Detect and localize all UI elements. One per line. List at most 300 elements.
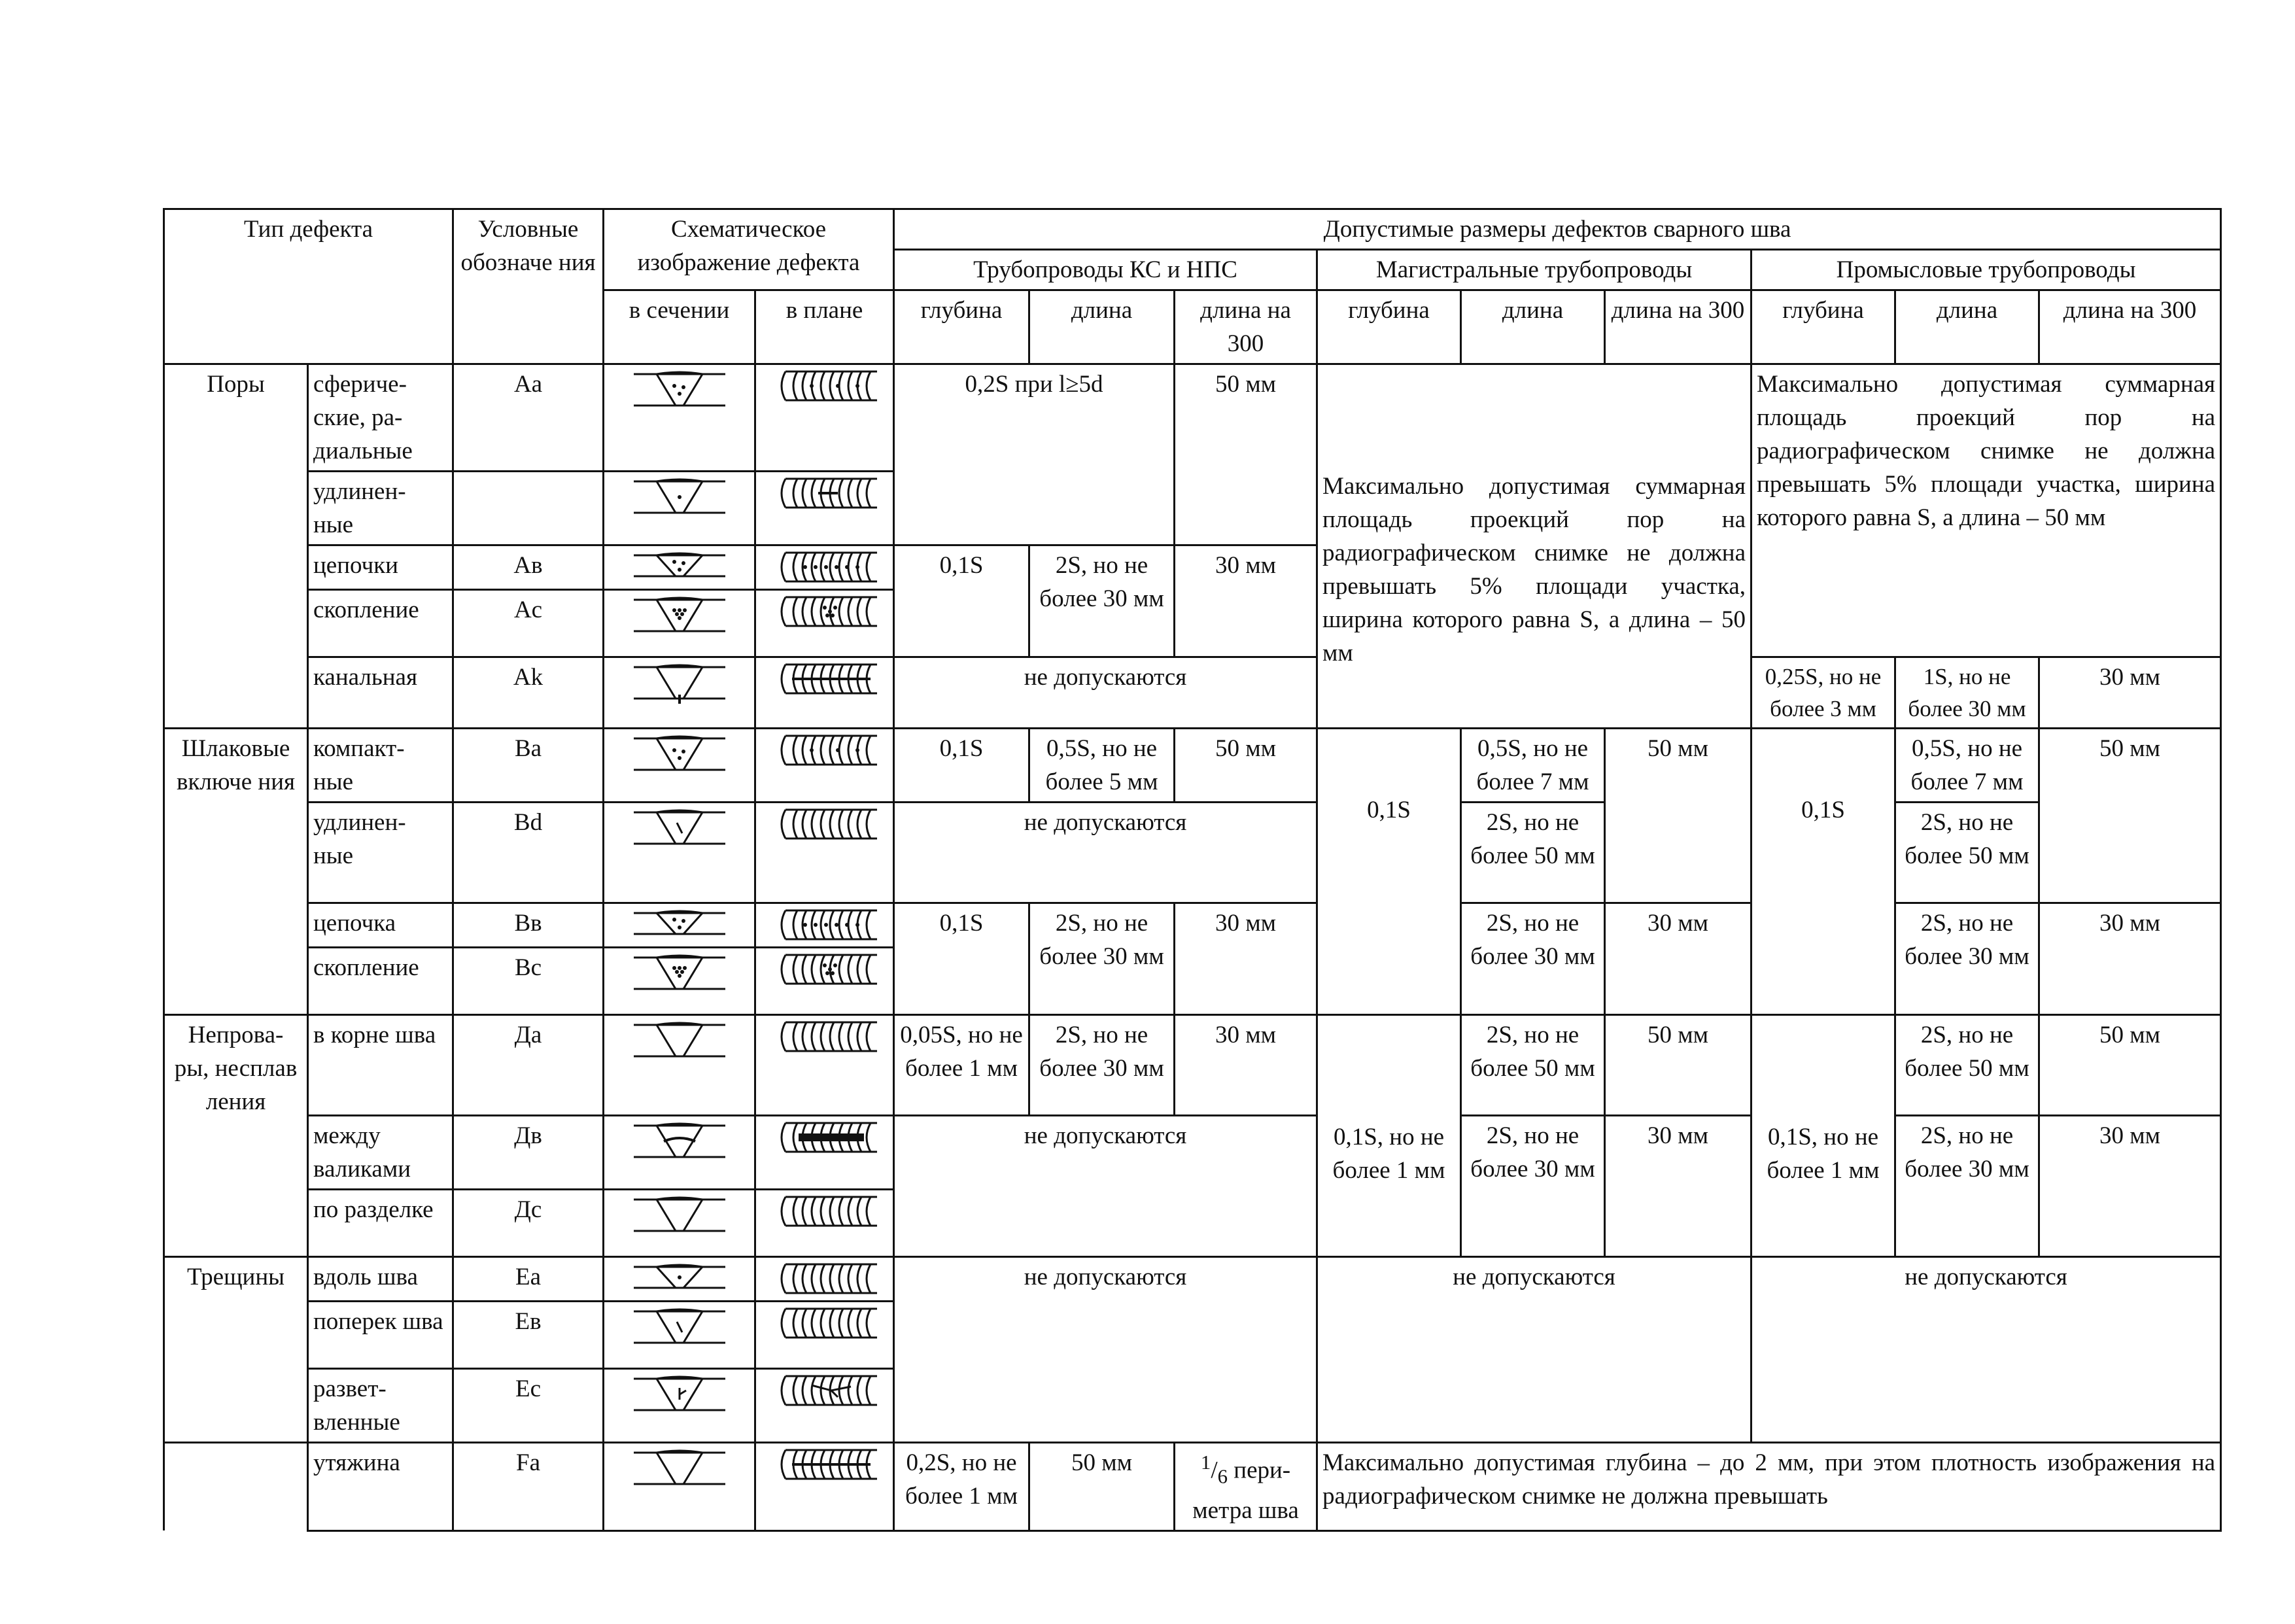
sketch-stroke [857,597,861,626]
sketch-stroke [839,479,843,508]
sketch-stroke [657,1198,702,1231]
sketch-stroke [821,810,825,838]
header-field-length: длина [1895,290,2039,364]
sketch-stroke [812,597,816,626]
sketch-stroke [828,967,832,971]
sketch-stroke [848,1022,852,1051]
defect-name: по разделке [308,1190,453,1257]
main-root-length: 2S, но не более 50 мм [1461,1015,1605,1116]
defect-name: канальная [308,657,453,729]
sketch-stroke [848,597,852,626]
sketch-stroke [677,1322,682,1332]
sketch-stroke [682,561,685,565]
sketch-stroke [824,565,828,569]
sketch-stroke [782,955,785,984]
sketch-stroke [839,910,843,939]
header-main-depth: глубина [1317,290,1461,364]
defect-name: цепочки [308,545,453,590]
section-sketch-slag-chain [604,903,755,948]
sketch-stroke [867,1376,871,1405]
sketch-stroke [678,974,682,978]
field-between-length: 2S, но не более 30 мм [1895,1116,2039,1257]
defect-code: Дc [453,1190,604,1257]
fraction-denominator: 6 [1217,1465,1228,1488]
sketch-stroke [857,955,861,984]
sketch-stroke [845,923,849,927]
ks-slag-length: 0,5S, но не более 5 мм [1029,729,1175,803]
sketch-stroke [839,553,843,581]
sketch-stroke [823,963,827,967]
sketch-stroke [857,810,861,838]
ks-slag-chain-length: 2S, но не более 30 мм [1029,903,1175,1015]
header-scheme: Схематическое изображение дефекта [604,209,894,290]
main-slag-depth: 0,1S [1317,729,1461,1015]
sketch-stroke [678,966,682,970]
sketch-stroke [835,923,838,927]
header-ks-depth: глубина [894,290,1029,364]
sketch-stroke [848,736,852,765]
defects-table [163,208,2222,1532]
ks-slag-chain-depth: 0,1S [894,903,1029,1015]
sketch-stroke [782,1264,785,1293]
sketch-stroke [830,1309,834,1338]
sketch-stroke [867,1197,871,1226]
sketch-stroke [802,479,806,508]
sketch-stroke [657,956,702,989]
main-between-length300: 30 мм [1605,1116,1751,1257]
ks-pores-depth: 0,2S при l≥5d [894,364,1175,545]
sketch-stroke [803,923,807,927]
sketch-stroke [802,1376,806,1405]
main-slag-length-compact: 0,5S, но не более 7 мм [1461,729,1605,803]
field-slag-depth: 0,1S [1751,729,1895,1015]
sketch-stroke [782,371,785,400]
sketch-stroke [657,553,702,576]
sketch-stroke [867,597,871,626]
defect-code: Fa [453,1443,604,1531]
field-between-length300: 30 мм [2039,1116,2221,1257]
plan-sketch-groove [755,1190,894,1257]
ks-undercut-depth: 0,2S, но не более 1 мм [894,1443,1029,1531]
sketch-stroke [812,1264,816,1293]
sketch-stroke [793,371,797,400]
ks-chain-length300: 30 мм [1175,545,1317,657]
sketch-stroke [839,1376,843,1405]
sketch-stroke [664,1138,695,1141]
header-group-field: Промысловые трубопроводы [1751,250,2221,290]
sketch-stroke [793,955,797,984]
ks-cracks-not-allowed: не допускаются [894,1257,1317,1443]
sketch-stroke [793,553,797,581]
sketch-stroke [848,1309,852,1338]
sketch-stroke [678,925,682,929]
sketch-stroke [782,1123,785,1152]
section-sketch-pores-cluster [604,590,755,657]
plan-sketch-pores-cluster [755,590,894,657]
header-main-length300: длина на 300 [1605,290,1751,364]
section-sketch-crack-branched [604,1369,755,1443]
sketch-stroke [848,1376,852,1405]
header-main-length: длина [1461,290,1605,364]
defect-name: вдоль шва [308,1257,453,1302]
defect-code [453,472,604,545]
sketch-stroke [782,736,785,765]
defect-name: развет- вленные [308,1369,453,1443]
defect-name: удлинен- ные [308,472,453,545]
defect-name: поперек шва [308,1302,453,1369]
sketch-stroke [830,910,834,939]
field-slag-chain-length: 2S, но не более 30 мм [1895,903,2039,1015]
sketch-stroke [867,910,871,939]
sketch-stroke [830,1197,834,1226]
sketch-stroke [839,1022,843,1051]
sketch-stroke [678,608,682,612]
sketch-stroke [683,608,687,612]
sketch-stroke [812,1376,816,1405]
sketch-stroke [657,665,702,699]
ks-undercut-length300: $^1/_6$ пери- метра шва [1175,1443,1317,1531]
defect-code: Aв [453,545,604,590]
plan-sketch-pores-elongated [755,472,894,545]
sketch-stroke [821,1022,825,1051]
ks-slag-elongated-not-allowed: не допускаются [894,803,1317,903]
sketch-stroke [855,384,859,388]
field-slag-length300: 50 мм [2039,729,2221,903]
sketch-stroke [782,665,785,693]
sketch-stroke [810,748,814,752]
sketch-stroke [672,608,676,612]
sketch-stroke [793,597,797,626]
field-root-length: 2S, но не более 50 мм [1895,1015,2039,1116]
ks-root-depth: 0,05S, но не более 1 мм [894,1015,1029,1116]
sketch-stroke [836,384,840,388]
sketch-stroke [782,1450,785,1479]
sketch-stroke [867,955,871,984]
defect-name: утяжина [308,1443,453,1531]
sketch-stroke [848,810,852,838]
sketch-stroke [821,736,825,765]
defect-code: Bc [453,948,604,1015]
plan-sketch-pores-channel [755,657,894,729]
sketch-stroke [839,597,843,626]
header-designation: Условные обозначе ния [453,209,604,364]
sketch-stroke [672,384,676,388]
sketch-stroke [793,1022,797,1051]
sketch-stroke [848,955,852,984]
sketch-stroke [836,748,840,752]
main-slag-length-elongated: 2S, но не более 50 мм [1461,803,1605,903]
sketch-stroke [803,565,807,569]
sketch-stroke [657,372,702,406]
defect-name: между валиками [308,1116,453,1190]
sketch-stroke [678,568,682,572]
field-slag-chain-length300: 30 мм [2039,903,2221,1015]
section-sketch-slag-compact [604,729,755,803]
main-slag-chain-length: 2S, но не более 30 мм [1461,903,1605,1015]
defect-code: Ea [453,1257,604,1302]
section-sketch-groove [604,1190,755,1257]
field-channel-depth: 0,25S, но не более 3 мм [1751,657,1895,729]
sketch-stroke [672,560,676,564]
sketch-stroke [821,955,825,984]
sketch-stroke [867,810,871,838]
plan-sketch-slag-compact [755,729,894,803]
defect-name: скопление [308,590,453,657]
sketch-stroke [678,495,682,499]
field-channel-length300: 30 мм [2039,657,2221,729]
ks-slag-depth: 0,1S [894,729,1029,803]
ks-lack-not-allowed: не допускаются [894,1116,1317,1257]
plan-sketch-crack-branched [755,1369,894,1443]
group-lack-of-fusion: Непрова- ры, несплав ления [164,1015,308,1257]
header-group-main: Магистральные трубопроводы [1317,250,1751,290]
sketch-stroke [802,1022,806,1051]
sketch-stroke [677,823,682,833]
sketch-stroke [678,756,682,760]
sketch-stroke [782,810,785,838]
sketch-stroke [848,1197,852,1226]
header-group-ks: Трубопроводы КС и НПС [894,250,1317,290]
defects-table-sheet [163,208,2216,1524]
sketch-stroke [682,750,685,753]
section-sketch-pores-chain [604,545,755,590]
section-sketch-pores-elongated [604,472,755,545]
sketch-stroke [867,371,871,400]
sketch-stroke [799,1133,864,1141]
sketch-stroke [683,966,687,970]
sketch-stroke [821,1376,825,1405]
sketch-stroke [782,553,785,581]
sketch-stroke [782,910,785,939]
main-lack-depth: 0,1S, но не более 1 мм [1317,1015,1461,1257]
sketch-stroke [802,1309,806,1338]
sketch-stroke [857,1197,861,1226]
defect-code: Ak [453,657,604,729]
sketch-stroke [855,565,859,569]
sketch-stroke [848,1264,852,1293]
section-sketch-between-beads [604,1116,755,1190]
header-allowed-sizes: Допустимые размеры дефектов сварного шва [894,209,2221,250]
header-field-length300: длина на 300 [2039,290,2221,364]
fraction-numerator: 1 [1200,1451,1211,1474]
sketch-stroke [672,748,676,752]
sketch-stroke [857,479,861,508]
header-field-depth: глубина [1751,290,1895,364]
undercut-text: Максимально допустимая глубина – до 2 мм, при этом плотность изображения на радиографическом снимке не должна превышать [1317,1443,2221,1531]
sketch-stroke [782,479,785,508]
plan-sketch-crack-along [755,1257,894,1302]
main-between-length: 2S, но не более 30 мм [1461,1116,1605,1257]
sketch-stroke [867,479,871,508]
sketch-stroke [867,553,871,581]
plan-sketch-crack-across [755,1302,894,1369]
sketch-stroke [831,613,835,617]
sketch-stroke [782,1376,785,1405]
sketch-stroke [812,955,816,984]
sketch-stroke [793,736,797,765]
defect-code: Ba [453,729,604,803]
defect-code: Ac [453,590,604,657]
defect-code: Aa [453,364,604,472]
sketch-stroke [857,1376,861,1405]
sketch-stroke [833,606,837,610]
group-undercut [164,1443,308,1531]
group-cracks: Трещины [164,1257,308,1443]
main-root-length300: 50 мм [1605,1015,1751,1116]
defect-code: Дв [453,1116,604,1190]
main-cracks-not-allowed: не допускаются [1317,1257,1751,1443]
sketch-stroke [867,736,871,765]
sketch-stroke [830,371,834,400]
sketch-stroke [672,966,676,970]
sketch-stroke [680,612,684,616]
sketch-stroke [812,810,816,838]
main-slag-length300: 50 мм [1605,729,1751,903]
sketch-stroke [812,1022,816,1051]
ks-undercut-length: 50 мм [1029,1443,1175,1531]
plan-sketch-pores-chain [755,545,894,590]
sketch-stroke [675,612,679,616]
sketch-stroke [855,748,859,752]
sketch-stroke [812,1197,816,1226]
sketch-stroke [678,1275,682,1279]
sketch-stroke [814,923,818,927]
field-slag-length-elongated: 2S, но не более 50 мм [1895,803,2039,903]
sketch-stroke [793,910,797,939]
sketch-stroke [678,392,682,396]
sketch-stroke [867,1264,871,1293]
sketch-stroke [839,810,843,838]
defect-code: Ec [453,1369,604,1443]
sketch-stroke [828,610,832,613]
sketch-stroke [845,565,849,569]
defect-code: Дa [453,1015,604,1116]
header-ks-length: длина [1029,290,1175,364]
defect-name: в корне шва [308,1015,453,1116]
sketch-stroke [657,911,702,934]
plan-sketch-slag-elongated [755,803,894,903]
sketch-stroke [867,1123,871,1152]
field-channel-length: 1S, но не более 30 мм [1895,657,2039,729]
sketch-stroke [793,479,797,508]
field-slag-length-compact: 0,5S, но не более 7 мм [1895,729,2039,803]
sketch-stroke [821,597,825,626]
plan-sketch-slag-chain [755,903,894,948]
field-root-length300: 50 мм [2039,1015,2221,1116]
perimeter-label: пери- метра шва [1192,1457,1299,1524]
sketch-stroke [782,597,785,626]
field-pores-text: Максимально допустимая суммарная площадь проекций пор на радиографическом снимке не должна превышать 5% площади участка, ширина которого равна S, а длина – 50 мм [1751,364,2221,657]
sketch-stroke [802,810,806,838]
defect-name: сфериче- ские, ра- диальные [308,364,453,472]
sketch-stroke [812,1309,816,1338]
plan-sketch-between-beads [755,1116,894,1190]
sketch-stroke [678,616,682,620]
sketch-stroke [821,1309,825,1338]
sketch-stroke [830,1264,834,1293]
sketch-stroke [831,971,835,975]
sketch-stroke [657,598,702,631]
sketch-stroke [793,1264,797,1293]
sketch-stroke [857,1022,861,1051]
main-slag-chain-length300: 30 мм [1605,903,1751,1015]
sketch-stroke [823,606,827,610]
sketch-stroke [810,384,814,388]
sketch-stroke [848,371,852,400]
sketch-stroke [672,918,676,922]
plan-sketch-undercut [755,1443,894,1531]
sketch-stroke [680,970,684,974]
header-in-plan: в плане [755,290,894,364]
sketch-stroke [830,736,834,765]
header-ks-length300: длина на 300 [1175,290,1317,364]
sketch-stroke [682,385,685,389]
sketch-stroke [657,1451,702,1484]
field-cracks-not-allowed: не допускаются [1751,1257,2221,1443]
sketch-stroke [824,923,828,927]
main-pores-text: Максимально допустимая суммарная площадь проекций пор на радиографическом снимке не должна превышать 5% площади участка, ширина которого равна S, а длина – 50 мм [1317,364,1751,729]
sketch-stroke [867,1309,871,1338]
section-sketch-slag-elongated [604,803,755,903]
section-sketch-crack-across [604,1302,755,1369]
sketch-stroke [830,810,834,838]
plan-sketch-slag-cluster [755,948,894,1015]
sketch-stroke [657,736,702,770]
sketch-stroke [839,1309,843,1338]
ks-slag-length300: 50 мм [1175,729,1317,803]
field-lack-depth: 0,1S, но не более 1 мм [1751,1015,1895,1257]
sketch-stroke [680,1388,686,1400]
sketch-stroke [782,1309,785,1338]
sketch-stroke [802,371,806,400]
sketch-stroke [793,810,797,838]
group-pores: Поры [164,364,308,729]
ks-pores-length300: 50 мм [1175,364,1317,545]
sketch-stroke [812,479,816,508]
sketch-stroke [825,613,829,617]
sketch-stroke [802,736,806,765]
sketch-stroke [857,1264,861,1293]
plan-sketch-pores-spherical [755,364,894,472]
sketch-stroke [793,1123,797,1152]
ks-chain-length: 2S, но не более 30 мм [1029,545,1175,657]
defect-code: Eв [453,1302,604,1369]
header-in-section: в сечении [604,290,755,364]
sketch-stroke [830,553,834,581]
defect-code: Bd [453,803,604,903]
sketch-stroke [855,923,859,927]
sketch-stroke [821,1264,825,1293]
section-sketch-slag-cluster [604,948,755,1015]
sketch-stroke [825,971,829,975]
section-sketch-pores-channel [604,657,755,729]
sketch-stroke [802,597,806,626]
sketch-stroke [835,565,838,569]
sketch-stroke [839,1264,843,1293]
sketch-stroke [848,479,852,508]
sketch-stroke [802,1197,806,1226]
defect-code: Bв [453,903,604,948]
sketch-stroke [839,1197,843,1226]
sketch-stroke [657,1023,702,1056]
sketch-stroke [814,565,818,569]
section-sketch-crack-along [604,1257,755,1302]
section-sketch-pores-spherical [604,364,755,472]
ks-channel-not-allowed: не допускаются [894,657,1317,729]
sketch-stroke [793,1376,797,1405]
sketch-stroke [782,1022,785,1051]
sketch-stroke [682,919,685,923]
